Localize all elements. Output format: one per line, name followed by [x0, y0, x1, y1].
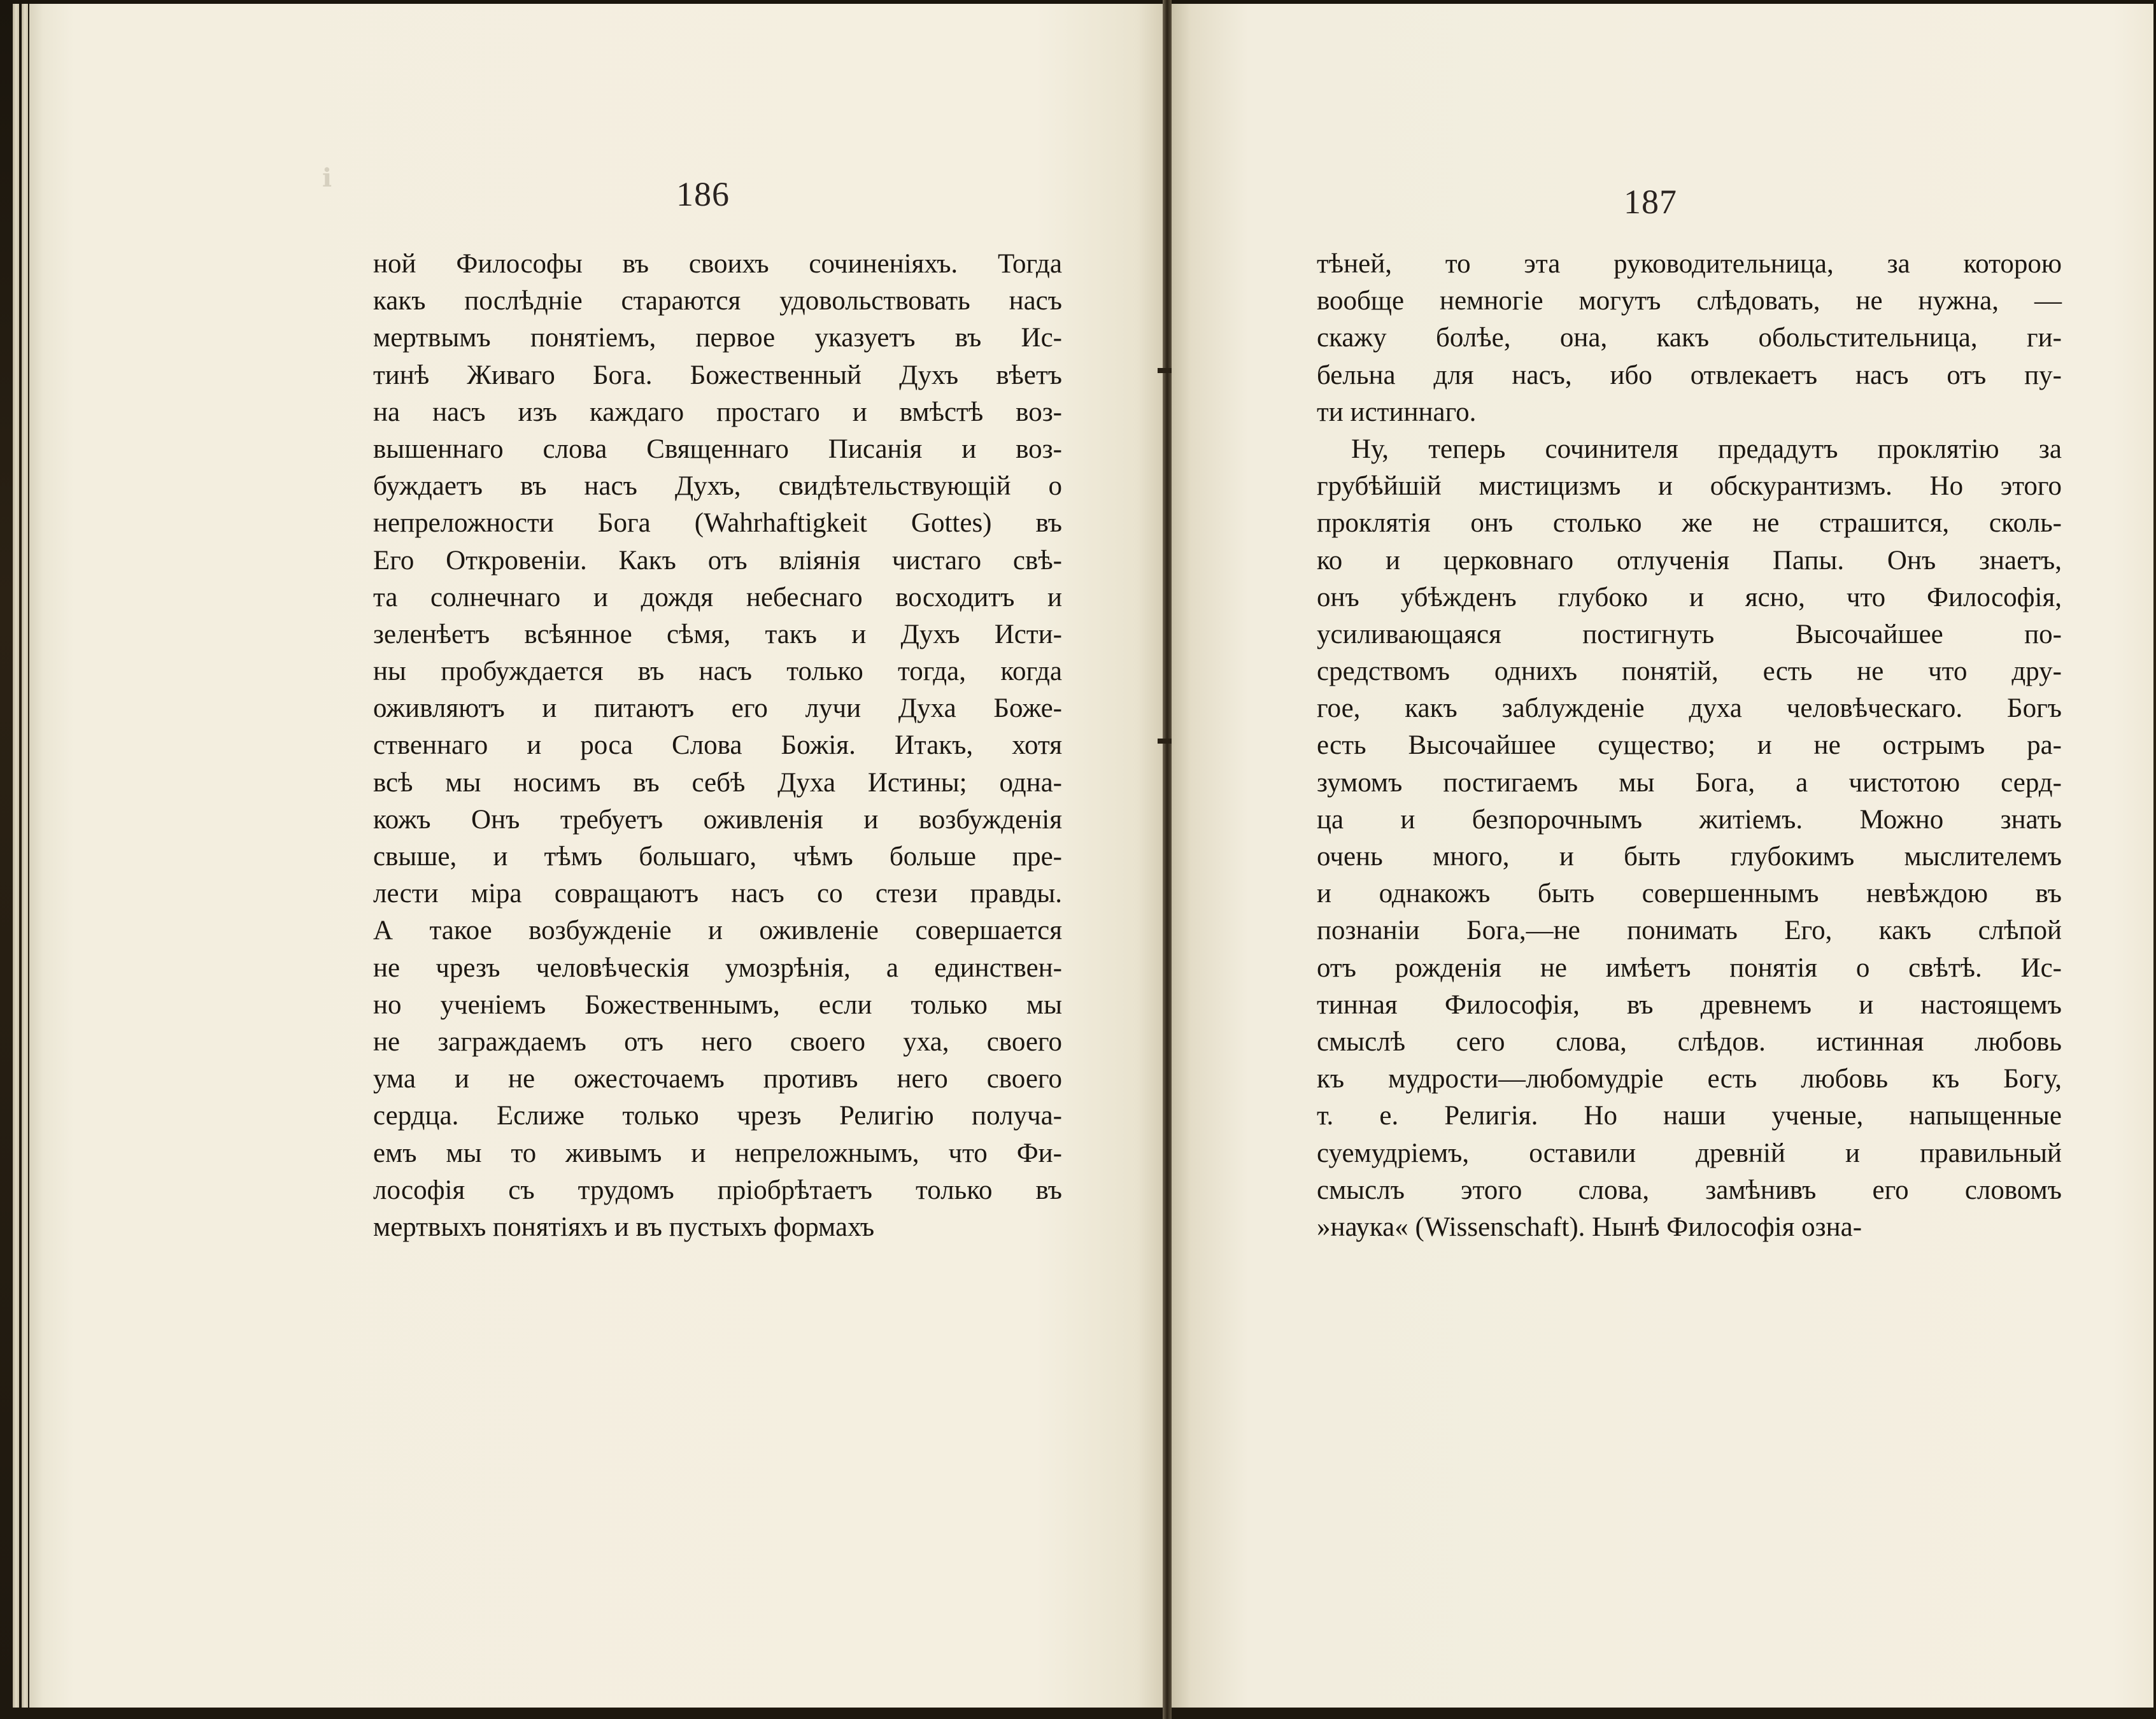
text-line: средствомъ однихъ понятій, есть не что дру- — [1317, 656, 2062, 687]
text-line: ти истиннаго. — [1317, 397, 1477, 427]
text-line: свыше, и тѣмъ большаго, чѣмъ больше пре- — [373, 842, 1062, 872]
text-line: кожъ Онъ требуетъ оживленія и возбужденія — [373, 804, 1062, 835]
text-line: оживляютъ и питаютъ его лучи Духа Боже- — [373, 693, 1062, 724]
text-line: ны пробуждается въ насъ только тогда, когда — [373, 656, 1062, 687]
text-line: лести міра совращаютъ насъ со стези правды. — [373, 879, 1062, 909]
text-line: т. е. Религія. Но наши ученые, напыщенные — [1317, 1101, 2062, 1131]
text-line: онъ убѣжденъ глубоко и ясно, что Философія, — [1317, 582, 2062, 612]
text-line: непреложности Бога (Wahrhaftigkeit Gottes) въ — [373, 508, 1062, 539]
text-line: на насъ изъ каждаго простаго и вмѣстѣ воз- — [373, 397, 1062, 427]
text-line: тѣней, то эта руководительница, за которою — [1317, 249, 2062, 279]
gutter-notch — [1158, 739, 1173, 744]
text-line: ума и не ожесточаемъ противъ него своего — [373, 1064, 1062, 1094]
left-page — [29, 4, 1163, 1708]
text-line: къ мудрости—любомудріе есть любовь къ Богу, — [1317, 1064, 2062, 1094]
text-line: и однакожъ быть совершеннымъ невѣждою въ — [1317, 879, 2062, 909]
text-line: есть Высочайшее существо; и не острымъ ра- — [1317, 730, 2062, 761]
text-line: суемудріемъ, оставили древній и правильный — [1317, 1138, 2062, 1168]
text-line: Его Откровеніи. Какъ отъ вліянія чистаго свѣ- — [373, 545, 1062, 576]
show-through-text: ℹ — [322, 164, 332, 192]
text-line: какъ послѣдніе стараются удовольствовать насъ — [373, 286, 1062, 316]
book-gutter — [1163, 0, 1172, 1719]
page-number-left: 186 — [676, 175, 730, 213]
text-line: вышеннаго слова Священнаго Писанія и воз- — [373, 434, 1062, 464]
text-line: всѣ мы носимъ въ себѣ Духа Истины; одна- — [373, 767, 1062, 798]
text-line: но ученіемъ Божественнымъ, если только мы — [373, 989, 1062, 1020]
text-line: бельна для насъ, ибо отвлекаетъ насъ отъ пу- — [1317, 360, 2062, 390]
text-line: ной Философы въ своихъ сочиненіяхъ. Тогда — [373, 249, 1062, 279]
text-line: ко и церковнаго отлученія Папы. Онъ знаетъ, — [1317, 545, 2062, 576]
text-line: смыслъ этого слова, замѣнивъ его словомъ — [1317, 1175, 2062, 1205]
text-line: »наука« (Wissenschaft). Нынѣ Философія озна- — [1317, 1212, 1862, 1242]
text-line: тинѣ Живаго Бога. Божественный Духъ вѣетъ — [373, 360, 1062, 390]
text-line: скажу болѣе, она, какъ обольстительница, ги- — [1317, 323, 2062, 353]
text-line: проклятія онъ столько же не страшится, сколь- — [1317, 508, 2062, 539]
text-line: вообще немногіе могутъ слѣдовать, не нужна, — — [1317, 286, 2062, 316]
text-line: зеленѣетъ всѣянное сѣмя, такъ и Духъ Исти- — [373, 619, 1062, 649]
text-line: та солнечнаго и дождя небеснаго восходитъ и — [373, 582, 1062, 612]
right-page-text — [1317, 246, 2062, 1246]
text-line: А такое возбужденіе и оживленіе совершается — [373, 916, 1062, 946]
page-edge-stack — [22, 4, 28, 1708]
left-page-text — [373, 246, 1062, 1246]
text-line: Ну, теперь сочинителя предадутъ проклятію за — [1351, 434, 2062, 464]
text-line: ца и безпорочнымъ житіемъ. Можно знать — [1317, 804, 2062, 835]
right-page — [1172, 4, 2153, 1708]
text-line: гое, какъ заблужденіе духа человѣческаго. Богъ — [1317, 693, 2062, 724]
text-line: усиливающаяся постигнуть Высочайшее по- — [1317, 619, 2062, 649]
gutter-notch — [1158, 368, 1173, 373]
page-edge-stack — [13, 4, 19, 1708]
text-line: не чрезъ человѣческія умозрѣнія, а единствен- — [373, 952, 1062, 983]
text-line: зумомъ постигаемъ мы Бога, а чистотою серд- — [1317, 767, 2062, 798]
text-line: мертвыхъ понятіяхъ и въ пустыхъ формахъ — [373, 1212, 875, 1242]
text-line: не заграждаемъ отъ него своего уха, своего — [373, 1026, 1062, 1057]
text-line: очень много, и быть глубокимъ мыслителемъ — [1317, 842, 2062, 872]
text-line: мертвымъ понятіемъ, первое указуетъ въ Ис- — [373, 323, 1062, 353]
page-number-right: 187 — [1624, 183, 1677, 221]
text-line: тинная Философія, въ древнемъ и настоящемъ — [1317, 989, 2062, 1020]
text-line: грубѣйшій мистицизмъ и обскурантизмъ. Но этого — [1317, 471, 2062, 502]
text-line: отъ рожденія не имѣетъ понятія о свѣтѣ. Ис- — [1317, 952, 2062, 983]
text-line: емъ мы то живымъ и непреложнымъ, что Фи- — [373, 1138, 1062, 1168]
text-line: ственнаго и роса Слова Божія. Итакъ, хотя — [373, 730, 1062, 761]
text-line: познаніи Бога,—не понимать Его, какъ слѣпой — [1317, 916, 2062, 946]
text-line: лософія съ трудомъ пріобрѣтаетъ только въ — [373, 1175, 1062, 1205]
text-line: смыслѣ сего слова, слѣдов. истинная любовь — [1317, 1026, 2062, 1057]
text-line: буждаетъ въ насъ Духъ, свидѣтельствующій о — [373, 471, 1062, 502]
text-line: сердца. Еслиже только чрезъ Религію получа- — [373, 1101, 1062, 1131]
